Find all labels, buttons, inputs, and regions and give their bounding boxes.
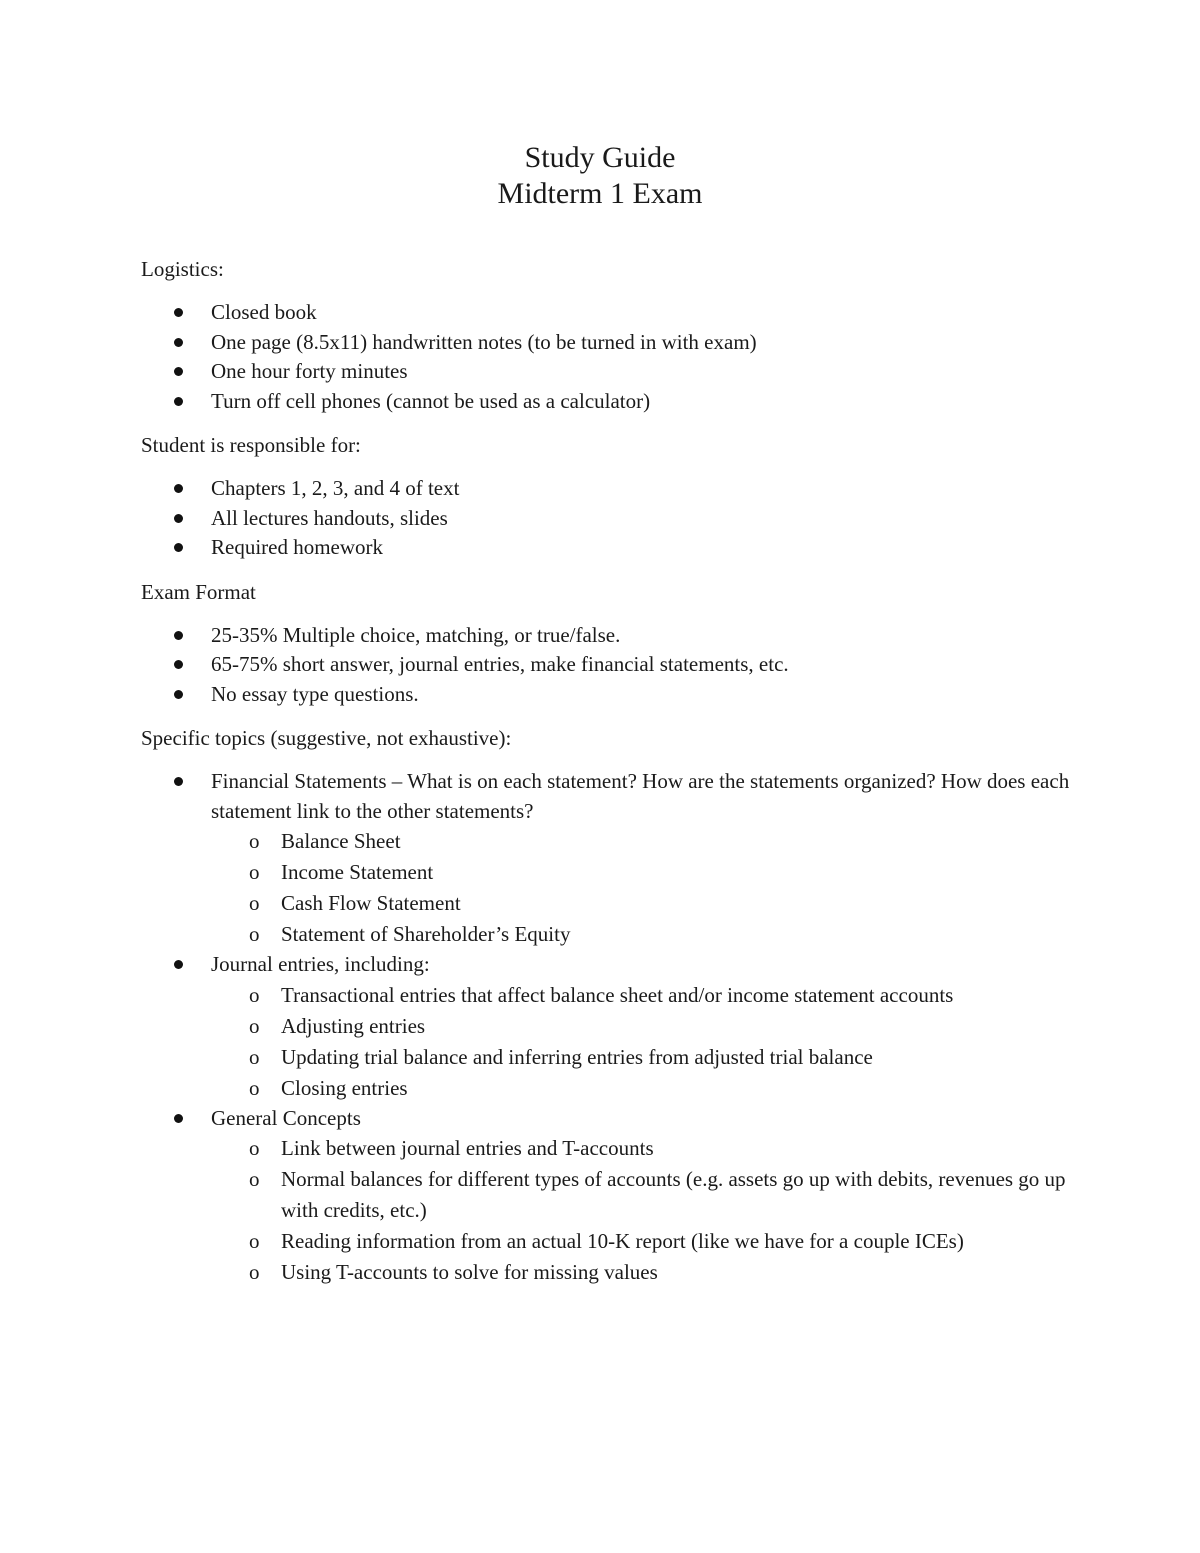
bullet-icon xyxy=(174,543,183,552)
sub-bullet-icon: o xyxy=(249,1013,260,1038)
sub-list xyxy=(211,826,1081,950)
sub-list-item: o Using T-accounts to solve for missing values xyxy=(211,1257,1081,1288)
list-item: Turn off cell phones (cannot be used as a calculator) xyxy=(141,387,1081,417)
sub-bullet-icon: o xyxy=(249,891,260,915)
sub-list-item: o Cash Flow Statement xyxy=(211,888,1081,919)
list-item: 25-35% Multiple choice, matching, or true/false. xyxy=(141,621,1081,651)
list-item: Financial Statements – What is on each statement? How are the statements organized? How does each statement link to the other statements? o Balance Sheet o Income Statement o Cash Flow Statement o Statement of Shareholder’s Equity xyxy=(141,767,1081,950)
list-item: General Concepts o Link between journal entries and T-accounts o Normal balances for different types of accounts (e.g. assets go up with debits, revenues go up with credits, etc.) o Reading information from an actual 10-K report (like we have for a couple ICEs) o Using T-accounts to solve for missing values xyxy=(141,1104,1081,1289)
sub-bullet-icon: o xyxy=(249,1044,260,1069)
list-item: Required homework xyxy=(141,533,1081,563)
sub-list-item: o Closing entries xyxy=(211,1073,1081,1104)
sub-list-item: o Link between journal entries and T-accounts xyxy=(211,1133,1081,1164)
list-item: Chapters 1, 2, 3, and 4 of text xyxy=(141,474,1081,504)
topics-heading: Specific topics (suggestive, not exhaustive): xyxy=(141,726,512,750)
sub-bullet-icon: o xyxy=(249,1260,260,1284)
document-body xyxy=(141,254,1081,1302)
bullet-icon xyxy=(174,514,183,523)
sub-bullet-icon: o xyxy=(249,829,260,853)
bullet-icon xyxy=(174,660,183,669)
sub-bullet-icon: o xyxy=(249,1075,260,1100)
sub-bullet-icon: o xyxy=(249,922,260,946)
sub-list-item: o Income Statement xyxy=(211,857,1081,888)
sub-list-item: o Transactional entries that affect balance sheet and/or income statement accounts xyxy=(211,980,1081,1011)
list-item: One hour forty minutes xyxy=(141,357,1081,387)
sub-list-item: o Adjusting entries xyxy=(211,1011,1081,1042)
bullet-icon xyxy=(174,397,183,406)
list-item: Journal entries, including: o Transactional entries that affect balance sheet and/or income statement accounts o Adjusting entries o Updating trial balance and inferring entries from adjusted trial balance o Closing entries xyxy=(141,950,1081,1104)
bullet-icon xyxy=(174,308,183,317)
sub-list xyxy=(211,980,1081,1104)
sub-bullet-icon: o xyxy=(249,1136,260,1160)
list-item: All lectures handouts, slides xyxy=(141,504,1081,534)
bullet-icon xyxy=(174,777,183,786)
responsible-list xyxy=(141,474,1081,563)
sub-list-item: o Statement of Shareholder’s Equity xyxy=(211,919,1081,950)
format-list xyxy=(141,621,1081,710)
sub-bullet-icon: o xyxy=(249,860,260,884)
title-line-2: Midterm 1 Exam xyxy=(497,177,703,210)
bullet-icon xyxy=(174,367,183,376)
bullet-icon xyxy=(174,338,183,347)
sub-list xyxy=(211,1133,1081,1288)
list-item: 65-75% short answer, journal entries, make financial statements, etc. xyxy=(141,650,1081,680)
bullet-icon xyxy=(174,960,183,969)
sub-list-item: o Updating trial balance and inferring entries from adjusted trial balance xyxy=(211,1042,1081,1073)
bullet-icon xyxy=(174,690,183,699)
bullet-icon xyxy=(174,631,183,640)
format-heading: Exam Format xyxy=(141,579,256,604)
responsible-heading: Student is responsible for: xyxy=(141,433,361,457)
bullet-icon xyxy=(174,484,183,493)
sub-list-item: o Reading information from an actual 10-K report (like we have for a couple ICEs) xyxy=(211,1226,1081,1257)
bullet-icon xyxy=(174,1114,183,1123)
list-item: No essay type questions. xyxy=(141,680,1081,710)
sub-bullet-icon: o xyxy=(249,1229,260,1253)
topics-list xyxy=(141,767,1081,1288)
logistics-heading: Logistics: xyxy=(141,257,224,281)
document-title xyxy=(0,140,1200,212)
list-item: Closed book xyxy=(141,298,1081,328)
sub-bullet-icon: o xyxy=(249,982,260,1007)
logistics-list xyxy=(141,298,1081,416)
list-item: One page (8.5x11) handwritten notes (to be turned in with exam) xyxy=(141,328,1081,358)
sub-list-item: o Balance Sheet xyxy=(211,826,1081,857)
sub-list-item: o Normal balances for different types of accounts (e.g. assets go up with debits, revenues go up with credits, etc.) xyxy=(211,1164,1081,1226)
title-line-1: Study Guide xyxy=(524,141,676,174)
sub-bullet-icon: o xyxy=(249,1167,260,1191)
